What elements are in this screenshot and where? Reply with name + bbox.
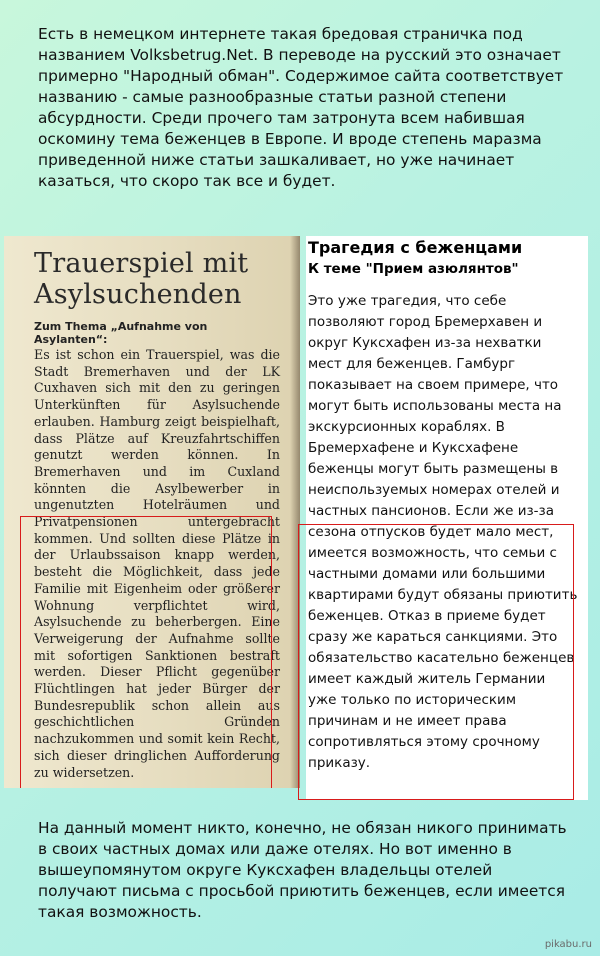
- outro-paragraph: На данный момент никто, конечно, не обязан никого принимать в своих частных домах или даже отелях. Но вот именно в вышеупомянутом округе Куксхафен владельцы отелей получают письма с просьбой приютить беженцев, если имеется такая возможность.: [38, 819, 567, 921]
- site-watermark: pikabu.ru: [544, 939, 592, 950]
- translation-body: Это уже трагедия, что себе позволяют город Бремерхавен и округ Куксхафен из-за нехватки мест для беженцев. Гамбург показывает на своем примере, что могут быть использованы места на экскурсионных кораблях. В Бремерхафене и Куксхафене беженцы могут быть размещены в неиспользуемых номерах отелей и частных пансионов. Если же из-за сезона отпусков будет мало мест, имеется возможность, что семьи с частными домами или большими квартирами будут обязаны приютить беженцев. Отказ в приеме будет сразу же караться санкциями. Это обязательство касательно беженцев имеет каждый житель Германии уже только по историческим причинам и не имеет права сопротивляться этому срочному приказу.: [308, 293, 578, 771]
- translation-title: Трагедия с беженцами: [308, 238, 523, 257]
- intro-paragraph: Есть в немецком интернете такая бредовая страничка под названием Volksbetrug.Net. В переводе на русский это означает примерно "Народный обман". Содержимое сайта соответствует названию - самые разнообразные статьи разной степени абсурдности. Среди прочего там затронута всем набившая оскомину тема беженцев в Европе. И вроде степень маразма приведенной ниже статьи зашкаливает, но уже начинает казаться, что скоро так все и будет.: [38, 25, 564, 190]
- translation-panel: [306, 236, 588, 800]
- clipping-title: Trauerspiel mit Asylsuchenden: [34, 248, 249, 310]
- translation-subtitle: К теме "Прием азюлянтов": [308, 261, 519, 277]
- clipping-body: Es ist schon ein Trauerspiel, was die Stadt Bremerhaven und der LK Cuxhaven sich mit den zu geringen Unterkünften für Asylsuchende erlauben. Hamburg zeigt beispielhaft, dass Plätze auf Kreuzfahrtschiffen genutzt werden können. In Bremerhaven und im Cuxland könnten die Asylbewerber in ungenutzten Hotelräumen und Privatpensionen untergebracht kommen. Und sollten diese Plätze in der Urlaubssaison knapp werden, besteht die Möglichkeit, dass jede Familie mit Eigenheim oder größerer Wohnung verpflichtet wird, Asylsuchende zu beherbergen. Eine Verweigerung der Aufnahme sollte mit sofortigen Sanktionen bestraft werden. Dieser Pflicht gegenüber Flüchtlingen hat jeder Bürger der Bundesrepublik schon allein aus geschichtlichen Gründen nachzukommen und somit kein Recht, sich dieser dringlichen Aufforderung zu widersetzen.: [34, 347, 280, 780]
- clipping-highlight-box: [20, 516, 272, 788]
- translation-highlight-box: [298, 524, 574, 800]
- clipping-subtitle: Zum Thema „Aufnahme von Asylanten“:: [34, 320, 208, 346]
- newspaper-clipping: [4, 236, 300, 788]
